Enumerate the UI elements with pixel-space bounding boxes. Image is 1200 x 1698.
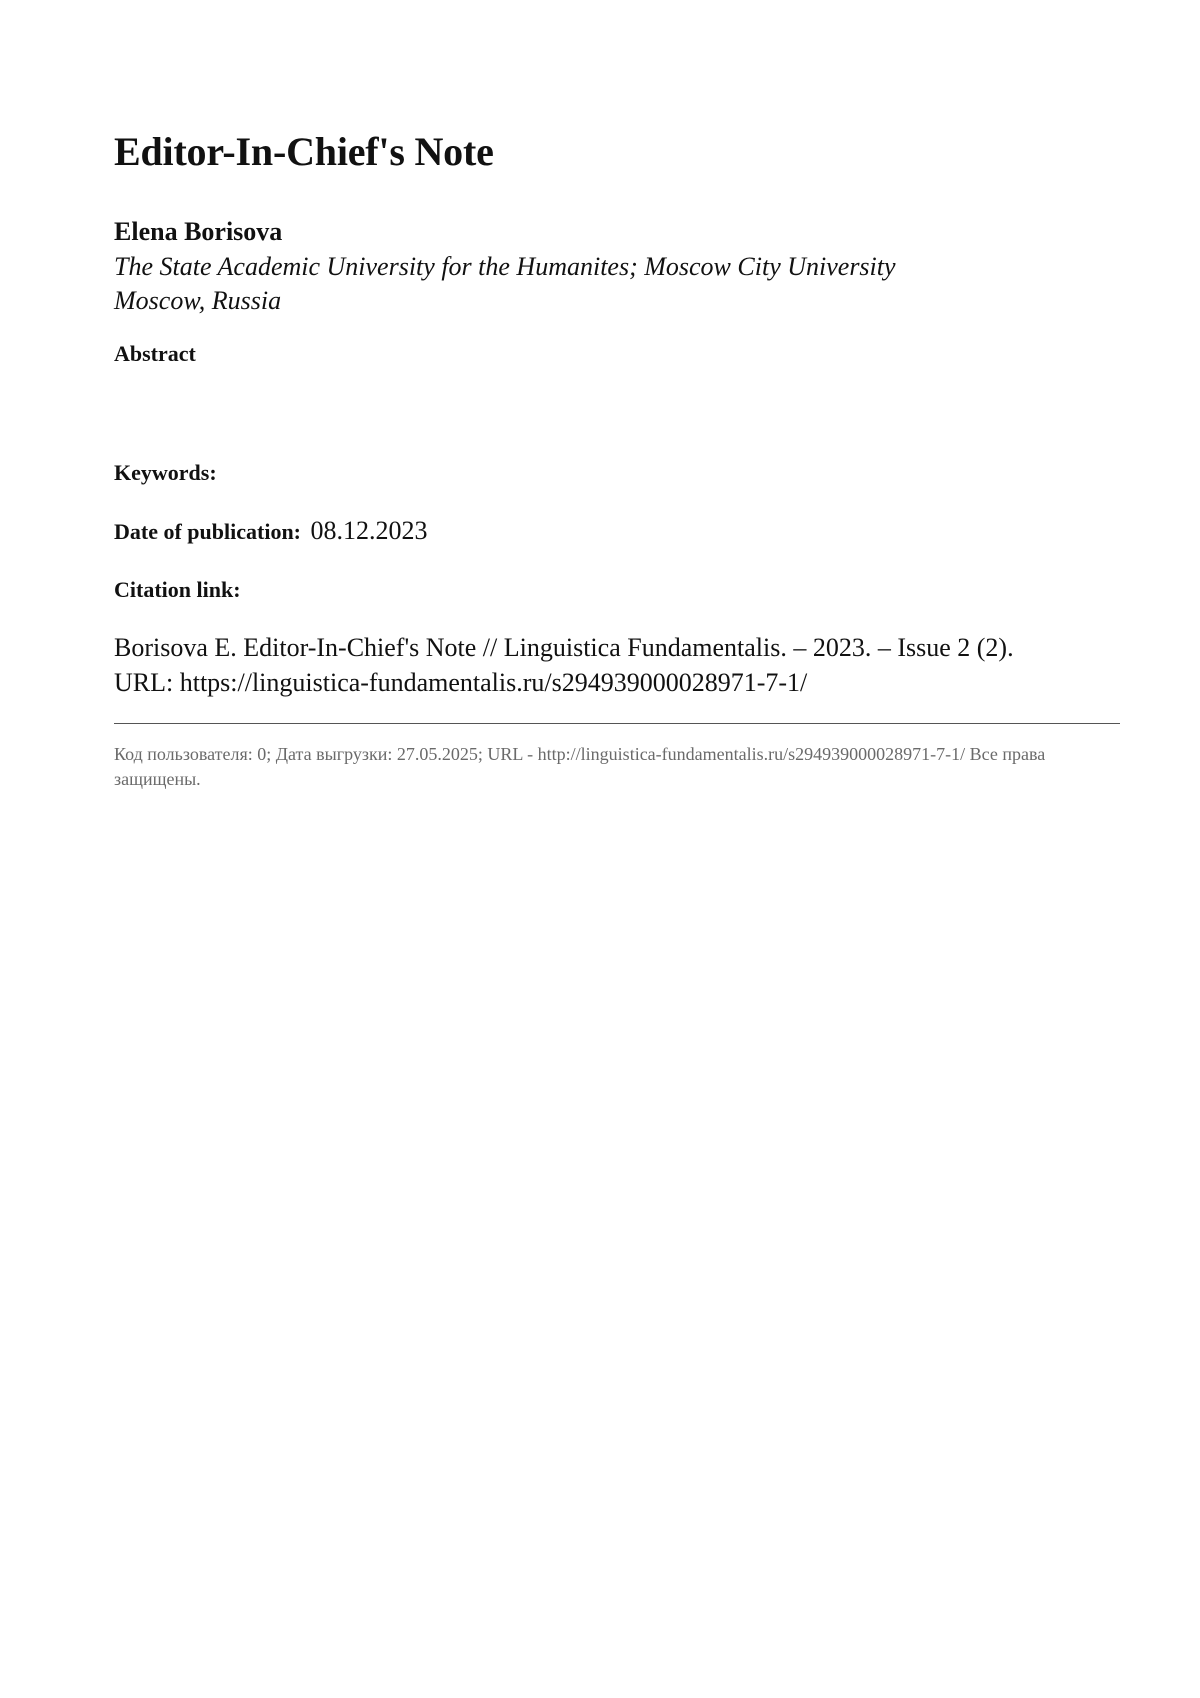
- publication-date-row: [114, 516, 428, 547]
- citation-reference: Borisova E. Editor-In-Chief's Note // Linguistica Fundamentalis. – 2023. – Issue 2 (2).: [114, 630, 1124, 665]
- affiliation-institution: The State Academic University for the Humanites; Moscow City University: [114, 250, 1014, 284]
- citation-url[interactable]: URL: https://linguistica-fundamentalis.ru/s294939000028971-7-1/: [114, 665, 1124, 700]
- citation-heading: Citation link:: [114, 577, 241, 603]
- footer-note: Код пользователя: 0; Дата выгрузки: 27.05.2025; URL - http://linguistica-fundamentalis.ru/s294939000028971-7-1/ Все права защищены.: [114, 742, 1124, 792]
- abstract-heading: Abstract: [114, 341, 196, 367]
- affiliation-location: Moscow, Russia: [114, 284, 1014, 318]
- author-name: Elena Borisova: [114, 216, 282, 247]
- footer-divider: [114, 723, 1120, 724]
- keywords-heading: Keywords:: [114, 460, 217, 486]
- citation-text: [114, 630, 1124, 700]
- page-title: Editor-In-Chief's Note: [114, 128, 494, 176]
- publication-date-value: 08.12.2023: [311, 516, 428, 545]
- author-affiliation: [114, 250, 1014, 318]
- document-page: [0, 0, 1200, 1698]
- publication-date-label: Date of publication:: [114, 519, 301, 544]
